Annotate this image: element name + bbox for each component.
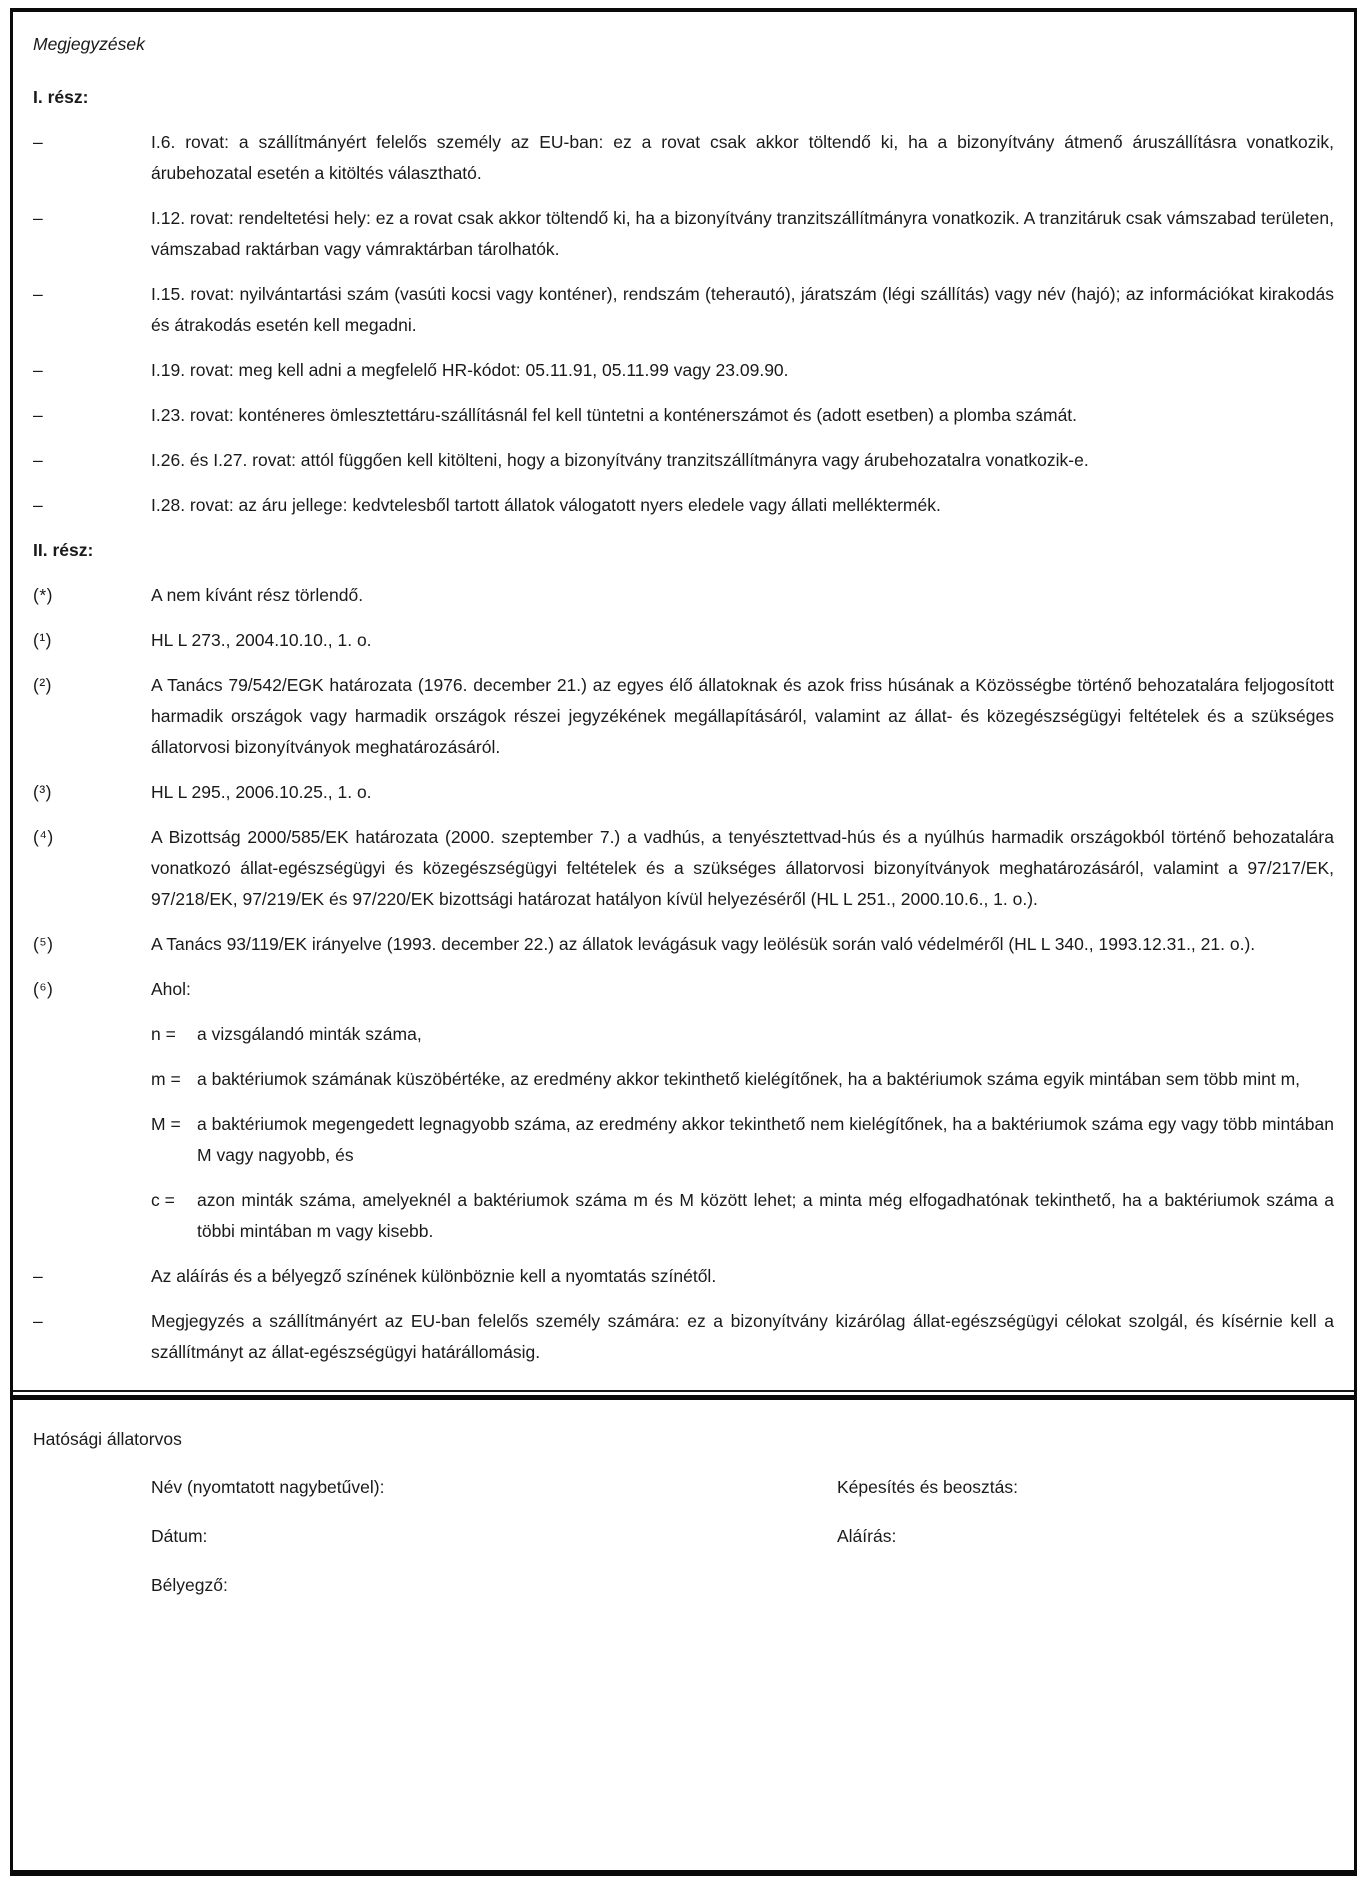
definition-item (151, 1019, 1334, 1050)
definition-term: c = (151, 1190, 175, 1210)
footnote-text: A Bizottság 2000/585/EK határozata (2000. szeptember 7.) a vadhús, a tenyésztettvad-hús és a nyúlhús harmadik országokból történő behozatalára vonatkozó állat-egészségügyi és közegészségügyi feltételek és a szükséges állatorvosi bizonyítványok meghatározásáról, valamint a 97/217/EK, 97/218/EK, 97/219/EK és 97/220/EK bizottsági határozat hatályon kívül helyezéséről (HL L 251., 2000.10.6., 1. o.). (151, 827, 1334, 909)
footnote-item (33, 625, 1334, 656)
dash-marker: – (33, 284, 43, 304)
date-label: Dátum: (151, 1526, 208, 1546)
note-item (33, 203, 1334, 265)
note-item (33, 1261, 1334, 1292)
sampling-definitions (151, 1019, 1334, 1261)
definition-item (151, 1064, 1334, 1095)
footnote-text: HL L 273., 2004.10.10., 1. o. (151, 630, 372, 650)
definition-term: M = (151, 1114, 181, 1134)
footnote-item (33, 777, 1334, 808)
definition-item (151, 1185, 1334, 1247)
footnote-text: Ahol: (151, 979, 191, 999)
empty-cell (837, 1570, 1334, 1601)
footnote-text: HL L 295., 2006.10.25., 1. o. (151, 782, 372, 802)
dash-marker: – (33, 1311, 43, 1331)
footnote-text: A Tanács 93/119/EK irányelve (1993. december 22.) az állatok levágásuk vagy leölésük során való védelméről (HL L 340., 1993.12.31., 21. o.). (151, 934, 1256, 954)
note-text: Megjegyzés a szállítmányért az EU-ban felelős személy számára: ez a bizonyítvány kizárólag állat-egészségügyi célokat szolgál, és kísérnie kell a szállítmányt az állat-egészségügyi határállomásig. (151, 1311, 1334, 1362)
footnote-marker: (⁵) (33, 934, 54, 954)
footnote-marker: (⁴) (33, 827, 54, 847)
divider-thick-line (13, 1395, 1354, 1400)
definition-text: azon minták száma, amelyeknél a baktériumok száma m és M között lehet; a minta még elfogadhatónak tekinthető, ha a baktériumok száma a többi mintában m vagy kisebb. (197, 1190, 1334, 1241)
dash-marker: – (33, 1266, 43, 1286)
note-text: I.26. és I.27. rovat: attól függően kell kitölteni, hogy a bizonyítvány tranzitszállítmányra vagy árubehozatalra vonatkozik-e. (151, 450, 1089, 470)
part2-heading: II. rész: (33, 540, 94, 560)
footnote-item (33, 670, 1334, 763)
part1-heading: I. rész: (33, 87, 89, 107)
note-text: I.6. rovat: a szállítmányért felelős személy az EU-ban: ez a rovat csak akkor töltendő ki, ha a bizonyítvány átmenő áruszállításra vonatkozik, árubehozatal esetén a kitöltés választható. (151, 132, 1334, 183)
signature-label: Aláírás: (837, 1526, 897, 1546)
stamp-label: Bélyegző: (151, 1575, 228, 1595)
official-veterinarian-heading: Hatósági állatorvos (33, 1429, 182, 1449)
dash-marker: – (33, 360, 43, 380)
footnote-marker: (³) (33, 782, 52, 802)
footnote-marker: (²) (33, 675, 52, 695)
definition-term: n = (151, 1024, 176, 1044)
name-label: Név (nyomtatott nagybetűvel): (151, 1477, 385, 1497)
footnote-text: A nem kívánt rész törlendő. (151, 585, 364, 605)
document-page (10, 8, 1357, 1876)
dash-marker: – (33, 405, 43, 425)
definition-term: m = (151, 1069, 181, 1089)
note-text: I.19. rovat: meg kell adni a megfelelő HR-kódot: 05.11.91, 05.11.99 vagy 23.09.90. (151, 360, 789, 380)
divider-thin-line (13, 1390, 1354, 1392)
note-item (33, 445, 1334, 476)
note-item (33, 279, 1334, 341)
footnote-item (33, 822, 1334, 915)
note-text: I.23. rovat: konténeres ömlesztettáru-szállításnál fel kell tüntetni a konténerszámot és (adott esetben) a plomba számát. (151, 405, 1078, 425)
note-item (33, 355, 1334, 386)
note-text: I.28. rovat: az áru jellege: kedvtelesből tartott állatok válogatott nyers eledele vagy állati melléktermék. (151, 495, 941, 515)
dash-marker: – (33, 450, 43, 470)
definition-item (151, 1109, 1334, 1171)
dash-marker: – (33, 132, 43, 152)
footnote-marker: (*) (33, 585, 53, 605)
note-text: I.12. rovat: rendeltetési hely: ez a rovat csak akkor töltendő ki, ha a bizonyítvány tranzitszállítmányra vonatkozik. A tranzitáruk csak vámszabad területen, vámszabad raktárban vagy vámraktárban tárolhatók. (151, 208, 1334, 259)
definition-text: a vizsgálandó minták száma, (197, 1024, 422, 1044)
footnote-item (33, 974, 1334, 1005)
signature-row (33, 1521, 1334, 1552)
note-item (33, 1306, 1334, 1368)
qualification-label: Képesítés és beosztás: (837, 1477, 1018, 1497)
note-text: I.15. rovat: nyilvántartási szám (vasúti kocsi vagy konténer), rendszám (teherautó), járatszám (légi szállítás) vagy név (hajó); az információkat kirakodás és átrakodás esetén kell megadni. (151, 284, 1334, 335)
signature-row (33, 1570, 1334, 1601)
footnote-item (33, 929, 1334, 960)
note-item (33, 400, 1334, 431)
page-title: Megjegyzések (33, 34, 145, 54)
footnote-marker: (⁶) (33, 979, 54, 999)
note-item (33, 127, 1334, 189)
note-text: Az aláírás és a bélyegző színének különböznie kell a nyomtatás színétől. (151, 1266, 717, 1286)
section-divider (13, 1390, 1354, 1400)
dash-marker: – (33, 208, 43, 228)
footnote-text: A Tanács 79/542/EGK határozata (1976. december 21.) az egyes élő állatoknak és azok friss húsának a Közösségbe történő behozatalára feljogosított harmadik országok vagy harmadik országok részei jegyzékének megállapításáról, valamint az állat- és közegészségügyi feltételek és a szükséges állatorvosi bizonyítványok meghatározásáról. (151, 675, 1334, 757)
definition-text: a baktériumok számának küszöbértéke, az eredmény akkor tekinthető kielégítőnek, ha a baktériumok száma egyik mintában sem több mint m, (197, 1069, 1301, 1089)
definition-text: a baktériumok megengedett legnagyobb száma, az eredmény akkor tekinthető nem kielégítőnek, ha a baktériumok száma egy vagy több mintában M vagy nagyobb, és (197, 1114, 1334, 1165)
footnote-marker: (¹) (33, 630, 52, 650)
note-item (33, 490, 1334, 521)
signature-row (33, 1472, 1334, 1503)
dash-marker: – (33, 495, 43, 515)
footnote-item (33, 580, 1334, 611)
